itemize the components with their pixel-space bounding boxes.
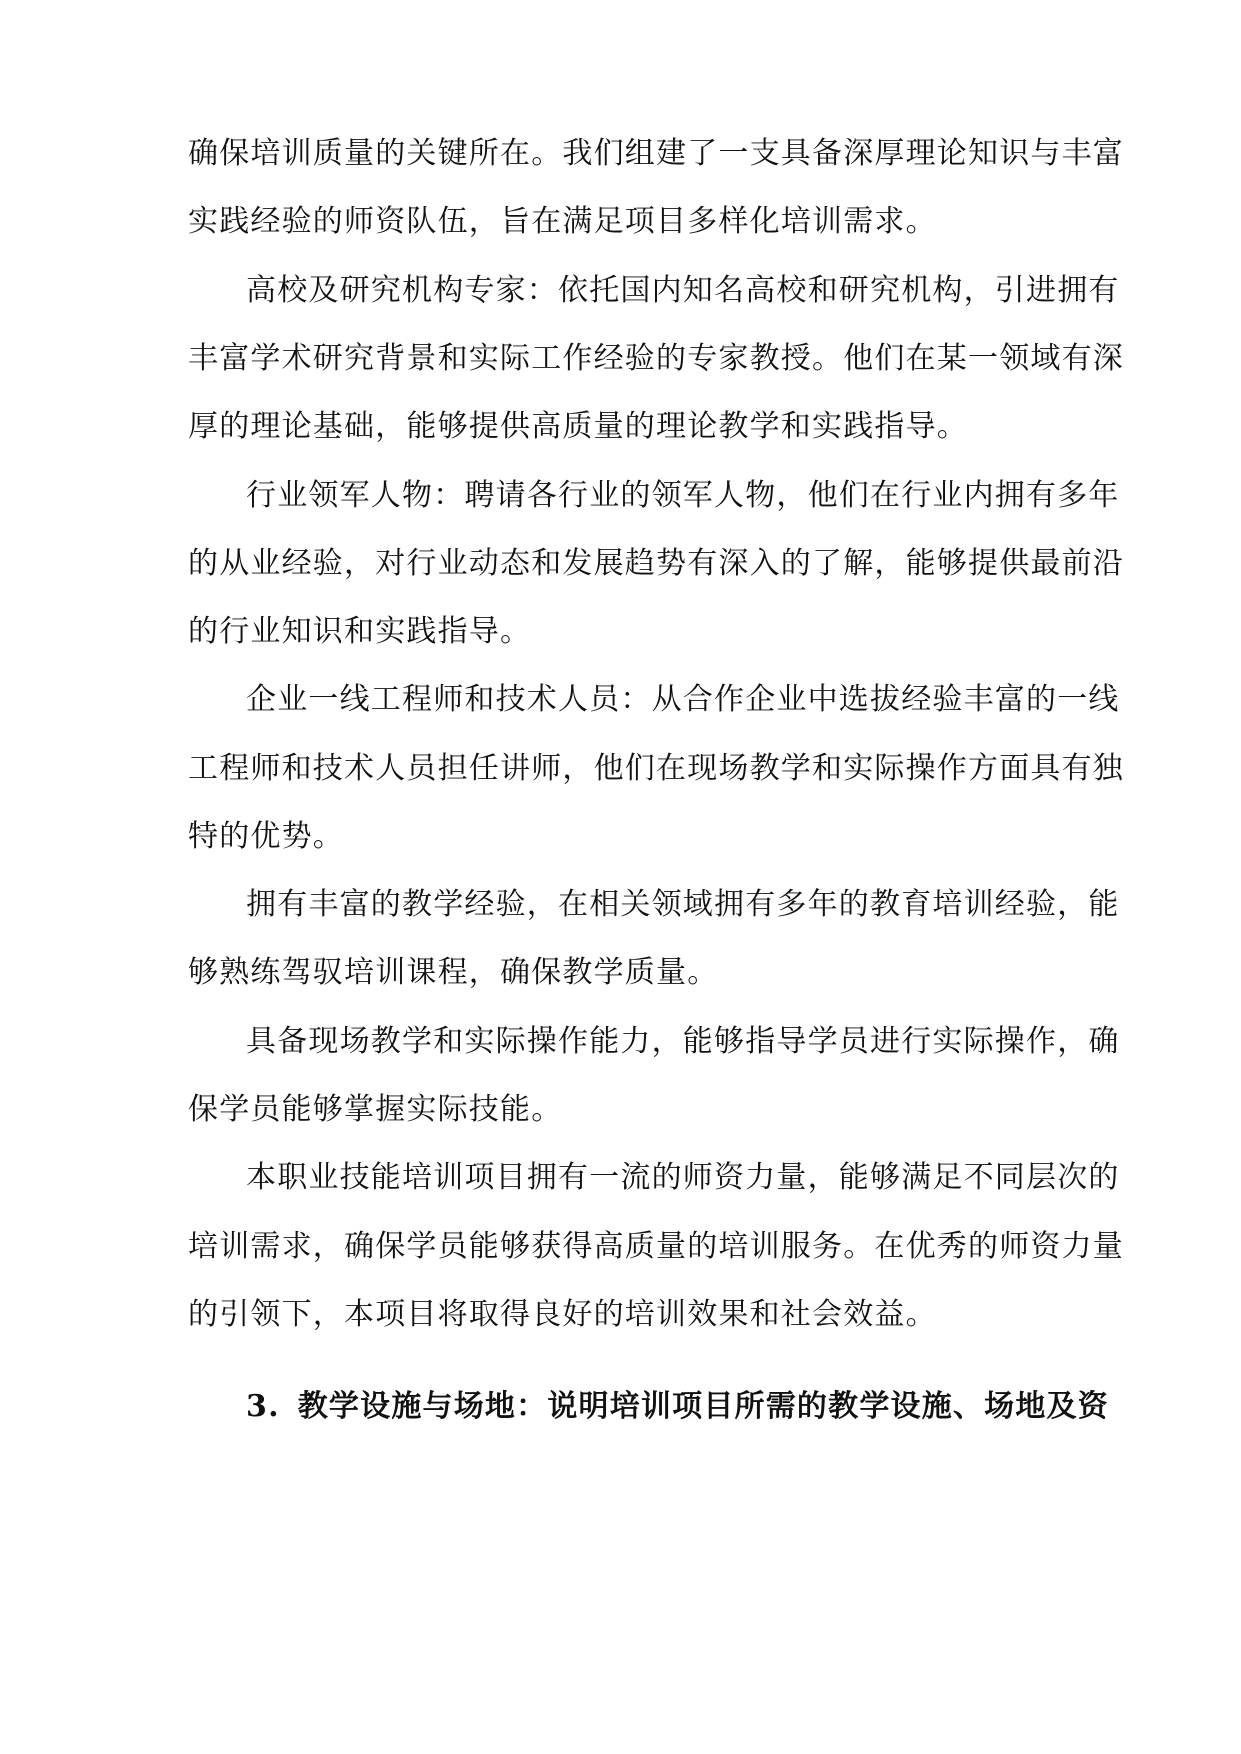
section-heading-text: 教学设施与场地：说明培训项目所需的教学设施、场地及资 — [297, 1389, 1109, 1424]
paragraph-4-line-2: 工程师和技术人员担任讲师，他们在现场教学和实际操作方面具有独 — [188, 751, 1124, 786]
section-heading-number: 3. — [246, 1389, 280, 1424]
paragraph-3-line-1: 行业领军人物：聘请各行业的领军人物，他们在行业内拥有多年 — [246, 478, 1120, 513]
paragraph-4-line-1: 企业一线工程师和技术人员：从合作企业中选拔经验丰富的一线 — [246, 682, 1120, 717]
paragraph-7-line-2: 培训需求，确保学员能够获得高质量的培训服务。在优秀的师资力量 — [188, 1229, 1124, 1264]
paragraph-3-line-2: 的从业经验，对行业动态和发展趋势有深入的了解，能够提供最前沿 — [188, 546, 1124, 581]
paragraph-7-line-3: 的引领下，本项目将取得良好的培训效果和社会效益。 — [188, 1297, 937, 1332]
paragraph-1-line-1: 确保培训质量的关键所在。我们组建了一支具备深厚理论知识与丰富 — [188, 136, 1124, 171]
paragraph-2-line-1: 高校及研究机构专家：依托国内知名高校和研究机构，引进拥有 — [246, 273, 1120, 308]
paragraph-6-line-1: 具备现场教学和实际操作能力，能够指导学员进行实际操作，确 — [246, 1024, 1120, 1059]
paragraph-2-line-2: 丰富学术研究背景和实际工作经验的专家教授。他们在某一领域有深 — [188, 341, 1124, 376]
paragraph-2-line-3: 厚的理论基础，能够提供高质量的理论教学和实践指导。 — [188, 409, 968, 444]
paragraph-5-line-2: 够熟练驾驭培训课程，确保教学质量。 — [188, 955, 719, 990]
paragraph-7-line-1: 本职业技能培训项目拥有一流的师资力量，能够满足不同层次的 — [246, 1160, 1120, 1195]
paragraph-5-line-1: 拥有丰富的教学经验，在相关领域拥有多年的教育培训经验，能 — [246, 887, 1120, 922]
paragraph-3-line-3: 的行业知识和实践指导。 — [188, 614, 532, 649]
paragraph-6-line-2: 保学员能够掌握实际技能。 — [188, 1092, 563, 1127]
section-heading — [246, 1387, 1109, 1427]
paragraph-1-line-2: 实践经验的师资队伍，旨在满足项目多样化培训需求。 — [188, 204, 937, 239]
paragraph-4-line-3: 特的优势。 — [188, 819, 344, 854]
